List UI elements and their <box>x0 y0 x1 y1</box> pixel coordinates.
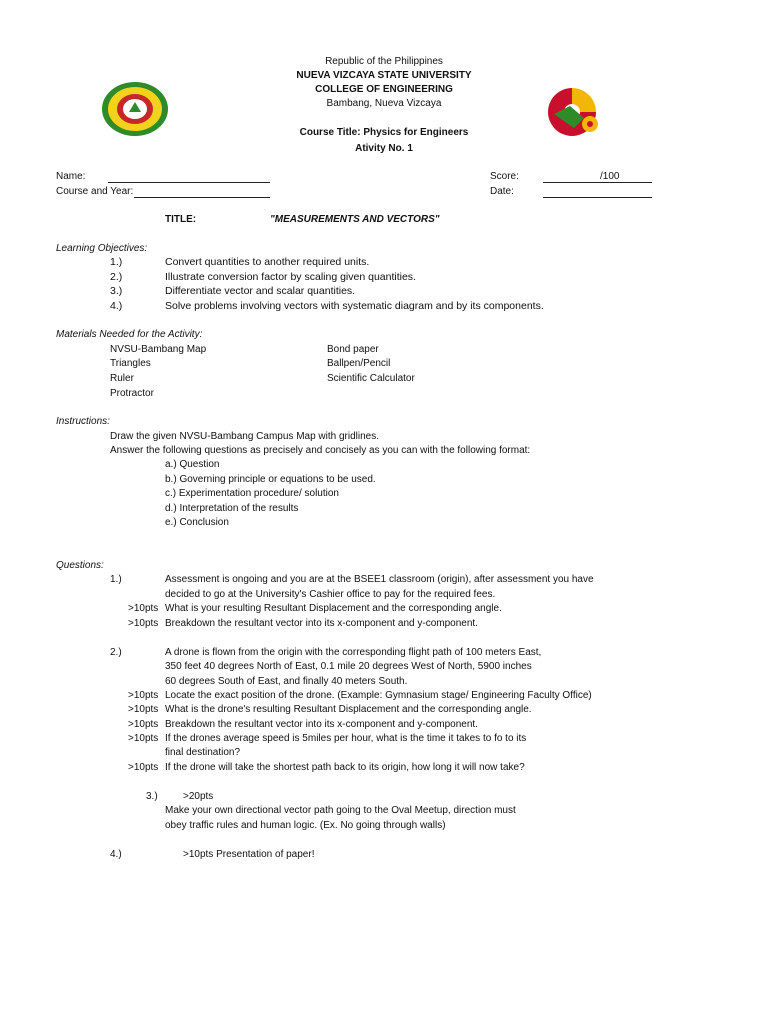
college-name: COLLEGE OF ENGINEERING <box>315 84 453 95</box>
objective-text: Convert quantities to another required units. <box>165 256 370 268</box>
question-part: Breakdown the resultant vector into its x-component and y-component. <box>165 719 478 730</box>
objective-number: 3.) <box>110 285 123 297</box>
question-text: A drone is flown from the origin with the corresponding flight path of 100 meters East, <box>165 647 542 658</box>
score-label: Score: <box>490 171 519 182</box>
name-input-line[interactable] <box>108 182 270 183</box>
question-part: If the drones average speed is 5miles per hour, what is the time it takes to fo to its <box>165 733 527 744</box>
course-title: Course Title: Physics for Engineers <box>299 127 469 138</box>
activity-title: "MEASUREMENTS AND VECTORS" <box>270 214 440 225</box>
material-item: Scientific Calculator <box>327 373 415 384</box>
question-points: >20pts <box>183 791 214 802</box>
objective-text: Differentiate vector and scalar quantities. <box>165 285 356 297</box>
question-text: Assessment is ongoing and you are at the BSEE1 classroom (origin), after assessment you have <box>165 574 594 585</box>
question-text: decided to go at the University's Cashier office to pay for the required fees. <box>165 589 496 600</box>
question-points: >10pts <box>128 762 159 773</box>
question-points: >10pts <box>128 618 159 629</box>
course-year-input-line[interactable] <box>134 197 270 198</box>
activity-number: Ativity No. 1 <box>355 143 413 154</box>
question-text: >10pts Presentation of paper! <box>183 849 315 860</box>
question-number: 3.) <box>146 791 158 802</box>
objectives-heading: Learning Objectives: <box>56 243 148 254</box>
question-points: >10pts <box>128 733 159 744</box>
objective-number: 2.) <box>110 271 123 283</box>
university-name: NUEVA VIZCAYA STATE UNIVERSITY <box>296 70 472 81</box>
course-year-label: Course and Year: <box>56 186 134 197</box>
instructions-heading: Instructions: <box>56 416 110 427</box>
objective-text: Illustrate conversion factor by scaling given quantities. <box>165 271 416 283</box>
material-item: Bond paper <box>327 344 379 355</box>
materials-heading: Materials Needed for the Activity: <box>56 329 203 340</box>
material-item: Protractor <box>110 388 154 399</box>
question-part: Breakdown the resultant vector into its x-component and y-component. <box>165 618 478 629</box>
questions-heading: Questions: <box>56 560 104 571</box>
material-item: Ballpen/Pencil <box>327 358 391 369</box>
question-points: >10pts <box>128 603 159 614</box>
format-item: c.) Experimentation procedure/ solution <box>165 488 339 499</box>
material-item: Triangles <box>110 358 151 369</box>
material-item: Ruler <box>110 373 134 384</box>
location: Bambang, Nueva Vizcaya <box>326 98 442 109</box>
material-item: NVSU-Bambang Map <box>110 344 207 355</box>
date-label: Date: <box>490 186 514 197</box>
question-text: 60 degrees South of East, and finally 40 meters South. <box>165 676 408 687</box>
question-part: What is your resulting Resultant Displacement and the corresponding angle. <box>165 603 502 614</box>
name-label: Name: <box>56 171 86 182</box>
question-text: obey traffic rules and human logic. (Ex. No going through walls) <box>165 820 446 831</box>
instruction-line: Answer the following questions as precisely and concisely as you can with the following format: <box>110 445 531 456</box>
question-points: >10pts <box>128 690 159 701</box>
question-text: 350 feet 40 degrees North of East, 0.1 mile 20 degrees West of North, 5900 inches <box>165 661 532 672</box>
question-part: Locate the exact position of the drone. (Example: Gymnasium stage/ Engineering Faculty Office) <box>165 690 592 701</box>
objective-number: 1.) <box>110 256 123 268</box>
score-input-line[interactable] <box>543 182 652 183</box>
instruction-line: Draw the given NVSU-Bambang Campus Map with gridlines. <box>110 431 380 442</box>
question-part: If the drone will take the shortest path back to its origin, how long it will now take? <box>165 762 525 773</box>
format-item: d.) Interpretation of the results <box>165 503 299 514</box>
title-label: TITLE: <box>165 214 197 225</box>
score-total: /100 <box>600 171 620 182</box>
question-part: What is the drone's resulting Resultant Displacement and the corresponding angle. <box>165 704 532 715</box>
question-part: final destination? <box>165 747 241 758</box>
date-input-line[interactable] <box>543 197 652 198</box>
format-item: a.) Question <box>165 459 220 470</box>
format-item: e.) Conclusion <box>165 517 229 528</box>
question-points: >10pts <box>128 719 159 730</box>
question-number: 1.) <box>110 574 122 585</box>
format-item: b.) Governing principle or equations to be used. <box>165 474 376 485</box>
question-text: Make your own directional vector path going to the Oval Meetup, direction must <box>165 805 516 816</box>
objective-number: 4.) <box>110 300 123 312</box>
question-number: 2.) <box>110 647 122 658</box>
objective-text: Solve problems involving vectors with systematic diagram and by its components. <box>165 300 544 312</box>
question-points: >10pts <box>128 704 159 715</box>
republic-heading: Republic of the Philippines <box>325 56 443 67</box>
question-number: 4.) <box>110 849 122 860</box>
